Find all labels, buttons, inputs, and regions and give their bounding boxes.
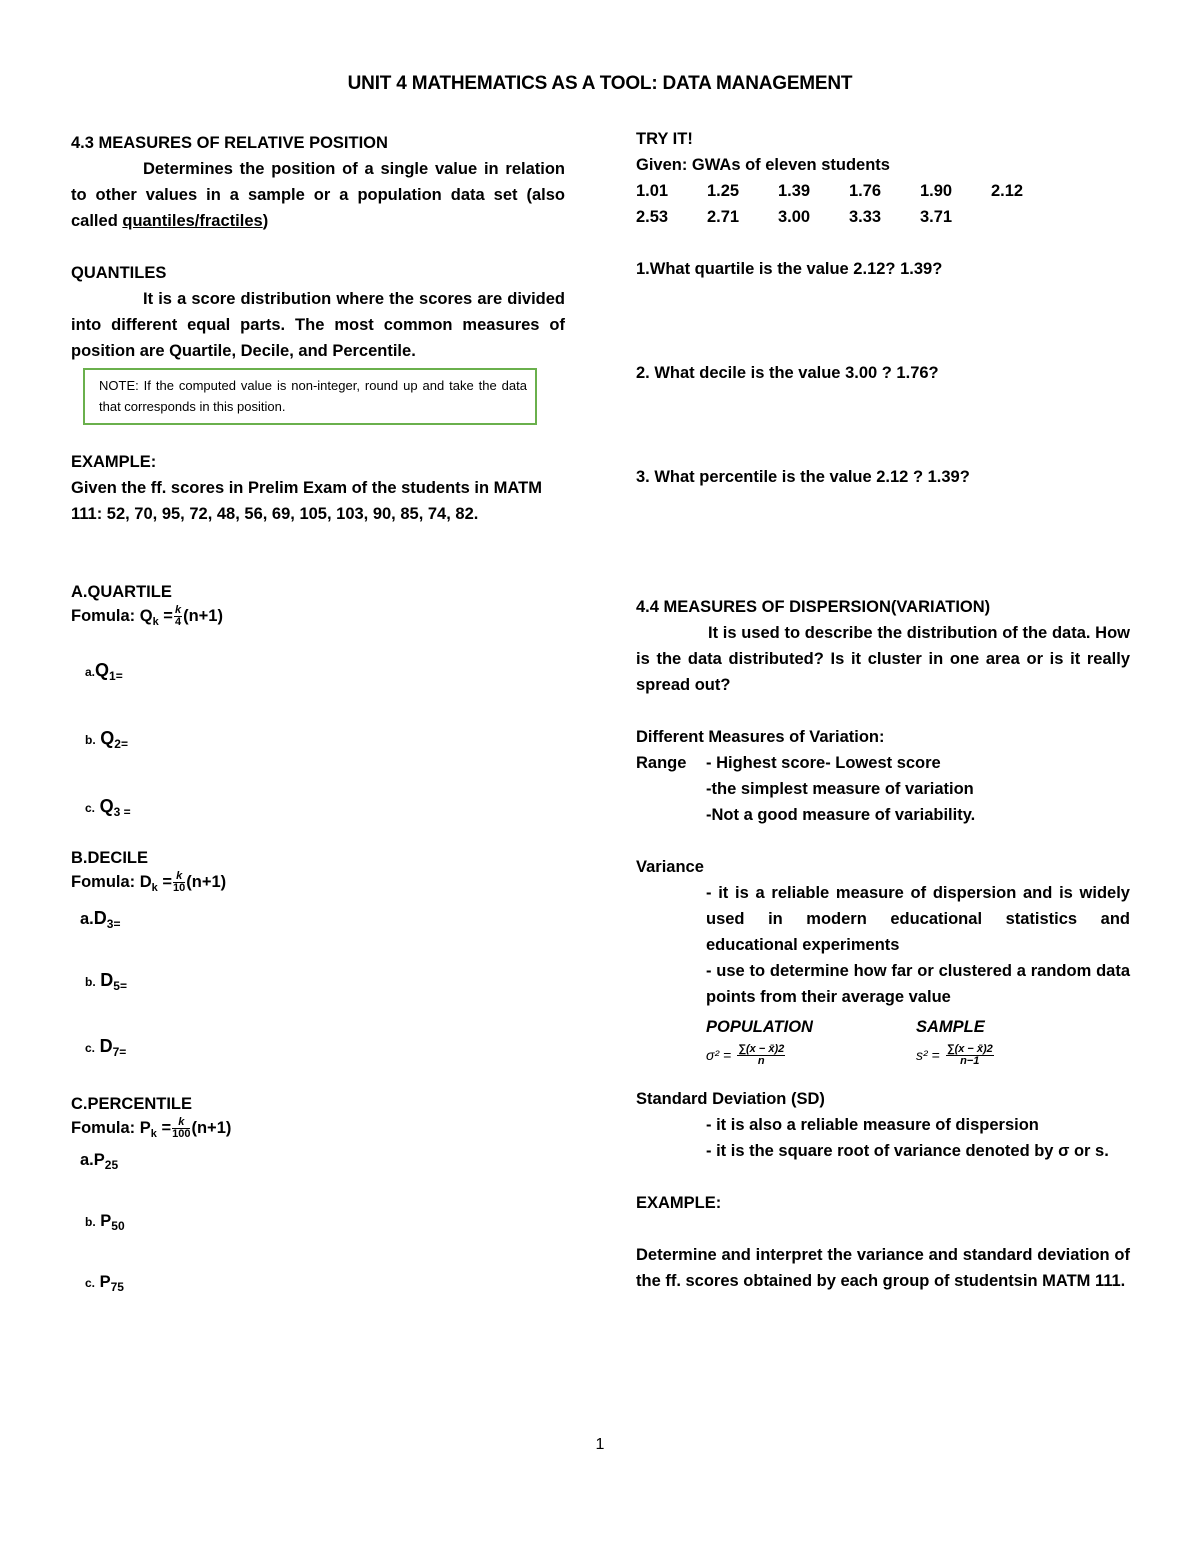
item-symbol: D [99,1036,113,1056]
item-subscript: 50 [111,1219,125,1233]
gwa-value: 3.71 [920,208,953,226]
population-expression [706,1042,916,1068]
fraction-denominator: 10 [173,882,186,895]
percentile-item-b [85,1208,565,1239]
item-tail: = [120,805,131,819]
item-label: b. [85,975,96,989]
population-formula [706,1014,916,1068]
variance-line: - it is a reliable measure of dispersion and is widely used in modern educational statistics and educational experiments [706,884,1130,954]
example-heading: EXAMPLE: [71,453,157,471]
gwa-value: 1.01 [636,182,669,200]
try-it-question-2: 2. What decile is the value 3.00 ? 1.76? [636,364,939,382]
note-box: NOTE: If the computed value is non-integer, round up and take the data that corresponds in this position. [83,368,537,425]
item-subscript: 2= [114,737,128,751]
quartile-item-a [85,657,565,689]
variance-line: - use to determine how far or clustered a random data points from their average value [706,962,1130,1006]
definition-text: Determines the position of a single value in relation to other values in a sample or a population data set (also called [71,160,565,230]
quantiles-text: It is a score distribution where the scores are divided into different equal parts. The most common measures of position are Quartile, Decile, and Percentile. [71,290,565,360]
fraction-numerator: k [174,604,182,617]
sample-formula [916,1014,1126,1068]
gwa-value: 3.00 [778,208,811,226]
fraction-numerator: ∑(x − x̄)2 [738,1042,785,1055]
formula-equals: = [156,1119,172,1137]
percentile-item-a [80,1147,565,1178]
item-label: c. [85,1041,96,1055]
range-line: -the simplest measure of variation [706,780,974,798]
sample-fraction [946,1044,994,1067]
gwa-value: 1.39 [778,182,811,200]
item-symbol: Q [95,660,110,680]
gwa-value: 1.76 [849,182,882,200]
formula-fraction [174,605,182,628]
left-column [71,130,565,1300]
population-label: POPULATION [706,1018,813,1036]
gwa-row-1 [636,178,1130,204]
population-lhs: σ² = [706,1047,732,1063]
try-it-heading: TRY IT! [636,130,693,148]
formula-suffix: (n+1) [191,1119,232,1137]
item-subscript: 3= [106,917,121,931]
fraction-denominator: 4 [174,616,182,629]
gwa-value: 2.53 [636,208,669,226]
sample-expression [916,1042,1126,1068]
right-column [636,126,1130,1294]
try-it-question-1: 1.What quartile is the value 2.12? 1.39? [636,260,943,278]
example-text-right: Determine and interpret the variance and standard deviation of the ff. scores obtained by each group of studentsin MATM 111. [636,1246,1130,1290]
try-it-given: Given: GWAs of eleven students [636,156,890,174]
formula-subscript: k [151,882,158,894]
item-symbol: P [99,1273,111,1291]
definition-term: quantiles/fractiles [122,212,263,230]
item-symbol: D [93,908,107,928]
section-heading-dispersion: 4.4 MEASURES OF DISPERSION(VARIATION) [636,598,991,616]
formula-subscript: k [150,1128,157,1140]
item-label: c. [85,1276,96,1290]
item-label: b. [85,733,96,747]
sample-label: SAMPLE [916,1018,985,1036]
item-symbol: D [100,970,114,990]
quartile-heading: A.QUARTILE [71,583,172,601]
page-number: 1 [595,1436,605,1453]
decile-item-c [85,1033,565,1065]
item-symbol: Q [99,796,114,816]
item-subscript: 25 [104,1158,119,1172]
page-title: UNIT 4 MATHEMATICS AS A TOOL: DATA MANAGEMENT [347,73,853,94]
relative-position-definition [71,156,565,234]
item-subscript: 7= [112,1045,127,1059]
decile-item-a [80,905,565,937]
sd-line: - it is the square root of variance denoted by σ or s. [706,1142,1109,1160]
fraction-denominator: n−1 [960,1054,980,1067]
range-line: -Not a good measure of variability. [706,806,976,824]
formula-suffix: (n+1) [183,607,223,625]
gwa-value: 2.71 [707,208,740,226]
decile-item-b [85,967,565,999]
fraction-denominator: n [757,1054,765,1067]
decile-formula [71,869,565,901]
fraction-numerator: k [173,871,185,883]
gwa-value: 1.25 [707,182,740,200]
dispersion-text: It is used to describe the distribution of the data. How is the data distributed? Is it cluster in one area or is it really spread out? [636,624,1130,694]
quartile-formula [71,603,565,635]
gwa-value: 1.90 [920,182,953,200]
item-label: c. [85,801,96,815]
sd-line: - it is also a reliable measure of dispersion [706,1116,1039,1134]
formula-equals: = [157,873,173,891]
item-subscript: 3 [113,805,121,819]
gwa-value: 3.33 [849,208,882,226]
percentile-heading: C.PERCENTILE [71,1095,193,1113]
variance-label: Variance [636,858,704,876]
formula-label: Fomula: P [71,1119,151,1137]
quartile-item-c [85,793,565,825]
item-symbol: Q [100,728,115,748]
percentile-formula [71,1115,565,1147]
gwa-value: 2.12 [991,182,1024,200]
section-heading-relative-position: 4.3 MEASURES OF RELATIVE POSITION [71,134,388,152]
item-label: b. [85,1215,96,1229]
item-label: a. [80,1151,94,1169]
formula-fraction [172,1117,190,1140]
gwa-row-2 [636,204,1130,230]
example-text: Given the ff. scores in Prelim Exam of the students in MATM 111: 52, 70, 95, 72, 48, 56, 69, 105, 103, 90, 85, 74, 82. [71,479,542,523]
formula-label: Fomula: Q [71,607,153,625]
range-lines [706,750,975,828]
try-it-question-3: 3. What percentile is the value 2.12 ? 1.39? [636,468,970,486]
item-label: a. [85,665,96,679]
population-fraction [737,1044,785,1067]
variance-formulas [706,1014,1130,1068]
range-line: - Highest score- Lowest score [706,754,941,772]
item-symbol: P [100,1212,112,1230]
quantiles-heading: QUANTILES [71,264,167,282]
fraction-denominator: 100 [172,1128,191,1141]
formula-label: Fomula: D [71,873,152,891]
fraction-numerator: k [172,1117,190,1129]
item-label: a. [80,910,94,928]
fraction-numerator: ∑(x − x̄)2 [946,1042,993,1055]
formula-equals: = [158,607,173,625]
item-symbol: P [93,1151,105,1169]
example-heading-right: EXAMPLE: [636,1194,722,1212]
range-label: Range [636,754,687,772]
measures-heading: Different Measures of Variation: [636,728,885,746]
item-subscript: 1= [109,669,123,683]
percentile-item-c [85,1269,565,1300]
item-subscript: 5= [113,979,127,993]
decile-heading: B.DECILE [71,849,149,867]
formula-subscript: k [152,616,159,628]
formula-fraction [173,871,185,894]
sd-heading: Standard Deviation (SD) [636,1090,825,1108]
range-block [636,750,1130,828]
quartile-item-b [85,725,565,757]
item-subscript: 75 [110,1280,124,1294]
formula-suffix: (n+1) [186,873,227,891]
definition-close: ) [262,212,269,230]
sample-lhs: s² = [916,1047,940,1063]
